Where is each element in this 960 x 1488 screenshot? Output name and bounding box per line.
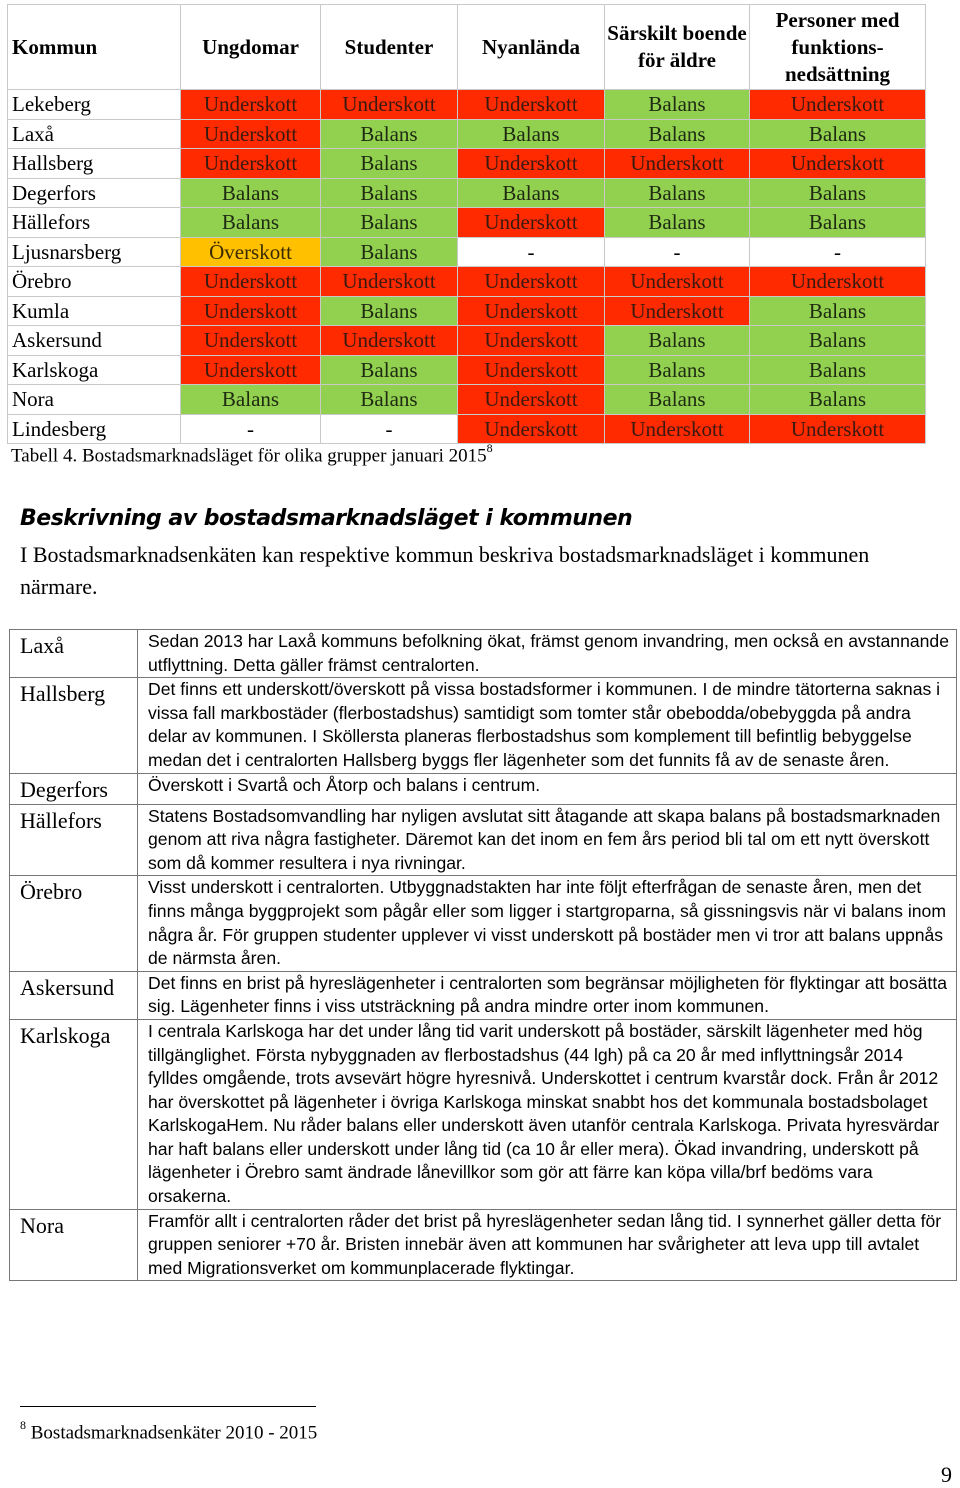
municipality-name: Askersund	[8, 326, 181, 356]
status-cell: Underskott	[458, 414, 605, 444]
description-table-body	[10, 630, 957, 1281]
status-cell: Underskott	[605, 267, 750, 297]
status-cell: Balans	[321, 355, 458, 385]
municipality-name: Örebro	[8, 267, 181, 297]
status-cell: Underskott	[181, 90, 321, 120]
status-cell: Underskott	[458, 326, 605, 356]
caption-footnote-ref: 8	[486, 441, 493, 455]
status-cell: Underskott	[321, 267, 458, 297]
status-cell: Balans	[750, 326, 926, 356]
housing-status-table	[7, 4, 926, 444]
description-municipality: Hällefors	[10, 804, 138, 876]
table-row	[8, 355, 926, 385]
status-cell: Balans	[181, 385, 321, 415]
description-row	[10, 678, 957, 773]
status-cell: Underskott	[181, 326, 321, 356]
description-row	[10, 630, 957, 678]
status-cell: Balans	[321, 119, 458, 149]
status-cell: Underskott	[458, 355, 605, 385]
description-row	[10, 773, 957, 804]
municipality-name: Nora	[8, 385, 181, 415]
status-cell: Balans	[605, 385, 750, 415]
description-text: Visst underskott i centralorten. Utbyggnadstakten har inte följt efterfrågan de senaste åren, men det finns många byggprojekt som pågår eller som ligger i startgroparna, så gissningsvis när vi balans inom några år. För gruppen studenter upplever vi visst underskott på bostäder men vi tror att balans uppnås de närmsta åren.	[138, 876, 957, 971]
status-cell: Underskott	[605, 296, 750, 326]
status-cell: -	[605, 237, 750, 267]
status-cell: Underskott	[458, 149, 605, 179]
header-kommun: Kommun	[8, 5, 181, 90]
status-table-header-row	[8, 5, 926, 90]
status-cell: -	[321, 414, 458, 444]
status-cell: Balans	[458, 178, 605, 208]
status-cell: Underskott	[750, 149, 926, 179]
section-intro: I Bostadsmarknadsenkäten kan respektive kommun beskriva bostadsmarknadsläget i kommunen närmare.	[20, 542, 870, 599]
table-row	[8, 385, 926, 415]
status-cell: Underskott	[458, 90, 605, 120]
status-cell: Balans	[181, 208, 321, 238]
status-cell: Balans	[750, 296, 926, 326]
status-cell: Balans	[605, 90, 750, 120]
table-row	[8, 208, 926, 238]
description-row	[10, 876, 957, 971]
status-cell: Balans	[750, 119, 926, 149]
status-cell: Underskott	[605, 414, 750, 444]
description-municipality: Laxå	[10, 630, 138, 678]
description-row	[10, 1019, 957, 1209]
description-text: I centrala Karlskoga har det under lång tid varit underskott på bostäder, särskilt lägenheter med hög tillgänglighet. Första nybyggnaden av flerbostadshus (44 lgh) på ca 20 år med inflyttningsår 2014 fylldes omgående, trots avsevärt högre hyresnivå. Underskottet i centrum kvarstår dock. Från år 2012 har överskottet på lägenheter i övriga Karlskoga minskat snabbt hos det kommunala bostadsbolaget KarlskogaHem. Nu råder balans eller underskott även utanför centrala Karlskoga. Privata hyresvärdar har haft balans eller underskott under lång tid (ca 10 år eller mera). Ökad invandring, underskott på lägenheter i Örebro samt ändrade lånevillkor som gör att färre kan köpa villa/brf bedöms vara orsakerna.	[138, 1019, 957, 1209]
status-cell: Balans	[181, 178, 321, 208]
status-cell: Underskott	[321, 90, 458, 120]
status-cell: Underskott	[750, 90, 926, 120]
status-cell: Underskott	[181, 119, 321, 149]
header-nyanlanda: Nyanlända	[458, 5, 605, 90]
status-cell: Underskott	[181, 149, 321, 179]
table-row	[8, 178, 926, 208]
municipality-name: Hällefors	[8, 208, 181, 238]
status-cell: Balans	[750, 178, 926, 208]
table-row	[8, 296, 926, 326]
status-cell: Balans	[605, 178, 750, 208]
status-cell: Balans	[321, 237, 458, 267]
status-cell: Underskott	[181, 267, 321, 297]
status-cell: Underskott	[750, 414, 926, 444]
status-table-body	[8, 90, 926, 444]
status-cell: Balans	[321, 178, 458, 208]
status-cell: Underskott	[181, 296, 321, 326]
table-row	[8, 414, 926, 444]
description-text: Det finns en brist på hyreslägenheter i centralorten som begränsar möjligheten för flyktingar att bosätta sig. Lägenheter finns i viss utsträckning på andra mindre orter inom kommunen.	[138, 971, 957, 1019]
status-cell: Balans	[605, 355, 750, 385]
status-cell: Balans	[605, 326, 750, 356]
caption-text: Tabell 4. Bostadsmarknadsläget för olika grupper januari 2015	[11, 445, 487, 467]
municipality-name: Lekeberg	[8, 90, 181, 120]
status-cell: Underskott	[458, 208, 605, 238]
description-row	[10, 1209, 957, 1281]
description-municipality: Karlskoga	[10, 1019, 138, 1209]
status-cell: Underskott	[458, 296, 605, 326]
description-text: Det finns ett underskott/överskott på vissa bostadsformer i kommunen. I de mindre tätorterna saknas i vissa fall markbostäder (flerbostadshus) samtidigt som tomter står obebodda/obebyggda på andra delar av kommunen. I Sköllersta planeras flerbostadshus som komplement till befintlig bebyggelse medan det i centralorten Hallsberg byggs fler lägenheter som det funnits få av de senaste åren.	[138, 678, 957, 773]
description-municipality: Hallsberg	[10, 678, 138, 773]
status-cell: Balans	[321, 296, 458, 326]
description-text: Sedan 2013 har Laxå kommuns befolkning ökat, främst genom invandring, men också en avstannande utflyttning. Detta gäller främst centralorten.	[138, 630, 957, 678]
header-ungdomar: Ungdomar	[181, 5, 321, 90]
status-cell: Balans	[750, 208, 926, 238]
status-cell: Balans	[458, 119, 605, 149]
description-text: Statens Bostadsomvandling har nyligen avslutat sitt åtagande att skapa balans på bostadsmarknaden genom att riva några fastigheter. Däremot kan det inom en fem års period bli tal om ett nytt överskott som då kommer resultera i nya rivningar.	[138, 804, 957, 876]
table-row	[8, 237, 926, 267]
section-heading: Beskrivning av bostadsmarknadsläget i kommunen	[20, 506, 633, 531]
status-cell: Balans	[321, 149, 458, 179]
header-sarskilt-boende: Särskilt boende för äldre	[605, 5, 750, 90]
table-row	[8, 326, 926, 356]
status-cell: -	[750, 237, 926, 267]
status-cell: Underskott	[321, 326, 458, 356]
status-cell: Underskott	[458, 385, 605, 415]
status-cell: Balans	[321, 385, 458, 415]
description-municipality: Degerfors	[10, 773, 138, 804]
municipality-name: Kumla	[8, 296, 181, 326]
municipality-name: Laxå	[8, 119, 181, 149]
description-text: Överskott i Svartå och Åtorp och balans i centrum.	[138, 773, 957, 804]
footnote	[20, 1420, 317, 1444]
municipality-name: Ljusnarsberg	[8, 237, 181, 267]
footnote-divider	[20, 1406, 316, 1407]
description-row	[10, 804, 957, 876]
table-caption	[11, 443, 493, 467]
table-row	[8, 90, 926, 120]
footnote-number: 8	[20, 1418, 26, 1432]
description-municipality: Nora	[10, 1209, 138, 1281]
status-cell: Balans	[750, 355, 926, 385]
description-text: Framför allt i centralorten råder det brist på hyreslägenheter sedan lång tid. I synnerhet gäller detta för gruppen seniorer +70 år. Bristen innebär även att kommunen har svårigheter att leva upp till avtalet med Migrationsverket om kommunplacerade flyktingar.	[138, 1209, 957, 1281]
footnote-text: Bostadsmarknadsenkäter 2010 - 2015	[30, 1422, 318, 1444]
status-cell: Balans	[750, 385, 926, 415]
status-cell: Underskott	[458, 267, 605, 297]
header-funktionsnedsattning: Personer med funktions-nedsättning	[750, 5, 926, 90]
status-cell: Underskott	[605, 149, 750, 179]
status-cell: Balans	[605, 208, 750, 238]
municipality-description-table	[9, 629, 957, 1281]
status-cell: -	[458, 237, 605, 267]
status-cell: Underskott	[750, 267, 926, 297]
municipality-name: Hallsberg	[8, 149, 181, 179]
header-studenter: Studenter	[321, 5, 458, 90]
status-cell: -	[181, 414, 321, 444]
municipality-name: Degerfors	[8, 178, 181, 208]
description-municipality: Askersund	[10, 971, 138, 1019]
table-row	[8, 149, 926, 179]
status-cell: Överskott	[181, 237, 321, 267]
status-cell: Balans	[321, 208, 458, 238]
description-row	[10, 971, 957, 1019]
status-cell: Balans	[605, 119, 750, 149]
description-municipality: Örebro	[10, 876, 138, 971]
status-cell: Underskott	[181, 355, 321, 385]
table-row	[8, 267, 926, 297]
page-number: 9	[941, 1462, 952, 1487]
municipality-name: Lindesberg	[8, 414, 181, 444]
table-row	[8, 119, 926, 149]
municipality-name: Karlskoga	[8, 355, 181, 385]
